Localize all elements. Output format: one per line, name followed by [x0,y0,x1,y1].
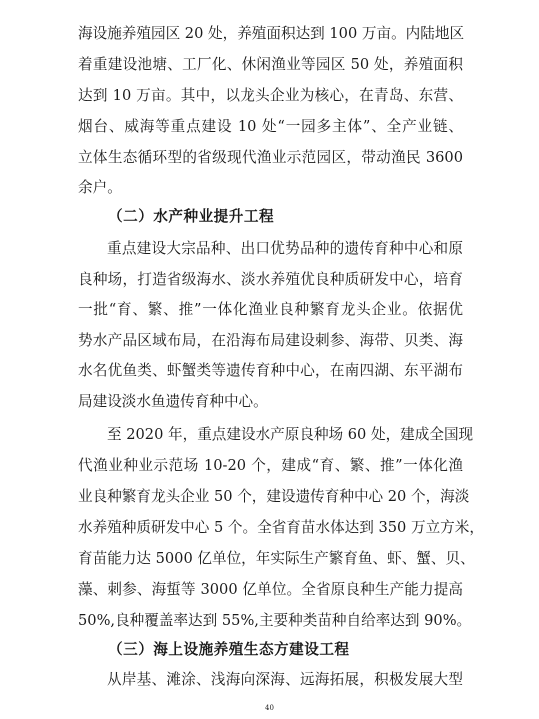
text-line: 水养殖种质研发中心 5 个。全省育苗水体达到 350 万立方米， [78,519,484,536]
text-line: 立体生态循环型的省级现代渔业示范园区，带动渔民 3600 [78,149,463,166]
page-number: 40 [265,704,274,712]
text-line: 从岸基、滩涂、浅海向深海、远海拓展，积极发展大型 [107,671,463,688]
text-line: 局建设淡水鱼遗传育种中心。 [78,393,268,410]
text-line: 代渔业种业示范场 10-20 个，建成“育、繁、推”一体化渔 [78,457,463,474]
text-line: 达到 10 万亩。其中，以龙头企业为核心，在青岛、东营、 [78,87,463,104]
text-line: 一批“育、繁、推”一体化渔业良种繁育龙头企业。依据优 [78,301,463,318]
text-line: 重点建设大宗品种、出口优势品种的遗传育种中心和原 [107,240,463,257]
text-line: 至 2020 年，重点建设水产原良种场 60 处，建成全国现 [107,426,474,443]
text-line: 藻、刺参、海蜇等 3000 亿单位。全省原良种生产能力提高 [78,581,463,598]
text-line: 烟台、威海等重点建设 10 处“一园多主体”、全产业链、 [78,118,463,135]
text-line: 良种场，打造省级海水、淡水养殖优良种质研发中心，培育 [78,271,463,288]
text-line: 着重建设池塘、工厂化、休闲渔业等园区 50 处，养殖面积 [78,56,463,73]
text-line: 余户。 [78,179,122,196]
text-line: 业良种繁育龙头企业 50 个，建设遗传育种中心 20 个，海淡 [78,488,470,505]
text-line: 海设施养殖园区 20 处，养殖面积达到 100 万亩。内陆地区 [78,25,465,42]
text-line: 育苗能力达 5000 亿单位，年实际生产繁育鱼、虾、蟹、贝、 [78,550,475,567]
section-heading: （三）海上设施养殖生态方建设工程 [108,641,350,658]
text-line: 水名优鱼类、虾蟹类等遗传育种中心，在南四湖、东平湖布 [78,362,463,379]
text-line: 50%,良种覆盖率达到 55%,主要种类苗种自给率达到 90%。 [78,612,472,629]
text-line: 势水产品区域布局，在沿海布局建设刺参、海带、贝类、海 [78,332,463,349]
section-heading: （二）水产种业提升工程 [108,208,275,225]
